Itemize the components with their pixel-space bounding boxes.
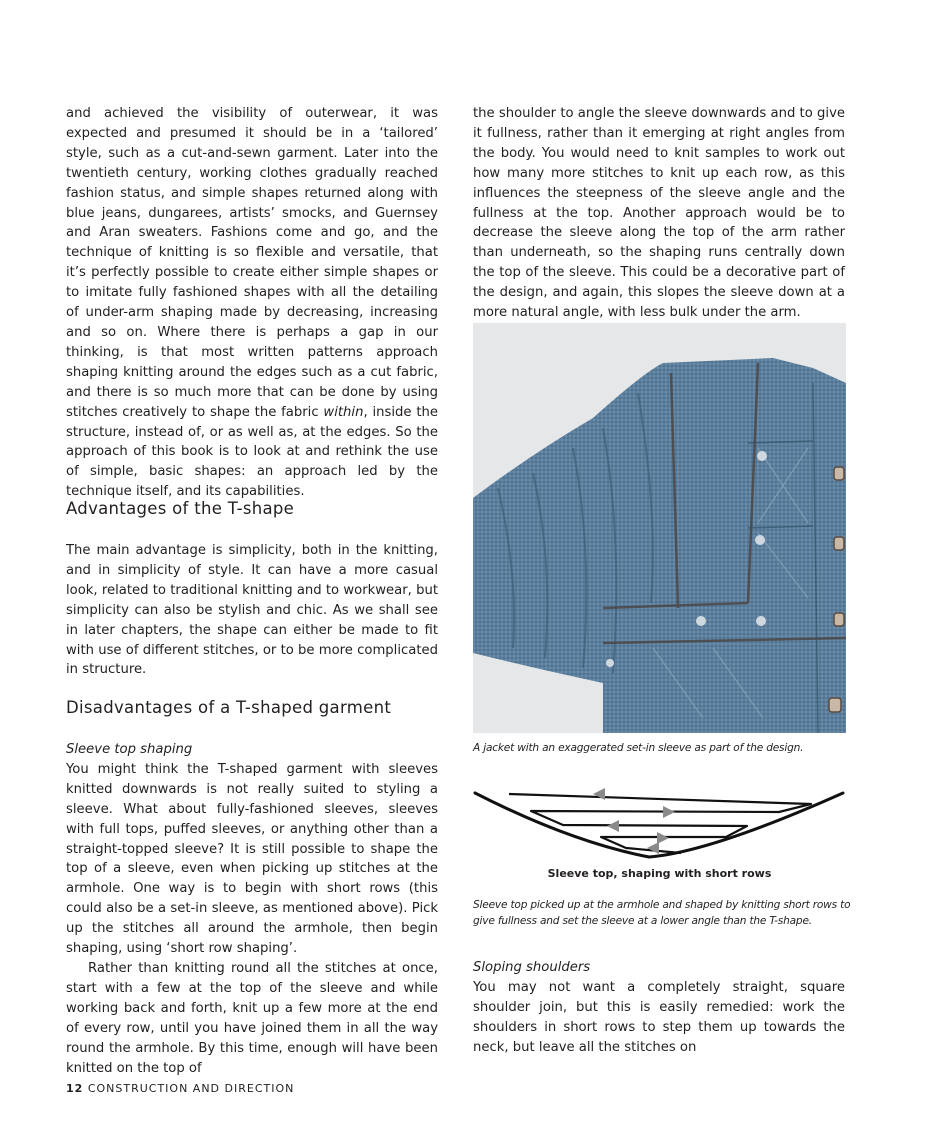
sleeve-paragraph-2: Rather than knitting round all the stitches at once, start with a few at the top of the sleeve and while working back and forth, knit up a few more at the end of every row, until you have joined them in all the way round the armhole. By this time, enough will have been knitted on the top of	[66, 960, 438, 1076]
right-column-continuation	[473, 104, 845, 323]
intro-italic-text: within	[323, 404, 364, 420]
advantages-body	[66, 541, 438, 680]
arrow-right-icon	[663, 806, 675, 818]
disadvantages-body	[66, 740, 438, 1078]
section-heading-disadvantages: Disadvantages of a T-shaped garment	[66, 698, 392, 717]
intro-text-end: , inside the structure, instead of, or as well as, at the edges. So the approach of this book is to look at and rethink the use of simple, basic shapes: an approach led by the technique itself, and its capabilities.	[66, 404, 438, 500]
diagram-label: Sleeve top, shaping with short rows	[547, 867, 772, 880]
sleeve-paragraph-1: You might think the T-shaped garment with sleeves knitted downwards is not really suited to styling a sleeve. What about fully-fashioned sleeves, sleeves with full tops, puffed sleeves, or anything other than a straight-topped sleeve? It is still possible to shape the top of a sleeve, even when picking up stitches at the armhole. One way is to begin with short rows (this could also be a set-in sleeve, as mentioned above). Pick up the stitches all around the armhole, then begin shaping, using ‘short row shaping’.	[66, 761, 438, 957]
intro-text: and achieved the visibility of outerwear, it was expected and presumed it should be in a ‘tailored’ style, such as a cut-and-sewn garment. Later into the twentieth century, working clothes gradually reached fashion status, and simple shapes returned along with blue jeans, dungarees, artists’ smocks, and Guernsey and Aran sweaters. Fashions come and go, and the technique of knitting is so flexible and versatile, that it’s perfectly possible to create either simple shapes or to imitate fully fashioned shapes with all the detailing of under-arm shaping made by decreasing, increasing and so on. Where there is perhaps a gap in our thinking, is that most written patterns approach shaping knitting around the edges such as a cut fabric, and there is so much more that can be done by using stitches creatively to shape the fabric	[66, 106, 438, 420]
page-footer	[66, 1082, 294, 1095]
arrow-left-icon	[647, 842, 659, 854]
arrow-left-icon	[593, 788, 605, 800]
arrow-left-icon	[607, 820, 619, 832]
knitted-jacket-image	[473, 323, 846, 733]
chapter-title: CONSTRUCTION AND DIRECTION	[87, 1082, 295, 1095]
sloping-shoulders-paragraph: You may not want a completely straight, square shoulder join, but this is easily remedied: work the shoulders in short rows to step them up towards the neck, but leave all the stitches on	[473, 979, 845, 1055]
intro-paragraph	[66, 104, 438, 502]
sloping-shoulders-section	[473, 958, 845, 1058]
page-number: 12	[66, 1082, 84, 1095]
photo-caption: A jacket with an exaggerated set-in sleeve as part of the design.	[473, 742, 804, 754]
subheading-sloping-shoulders: Sloping shoulders	[473, 960, 591, 975]
jacket-photo	[473, 323, 846, 733]
section-heading-advantages: Advantages of the T-shape	[66, 499, 295, 518]
left-column-intro	[66, 104, 438, 502]
advantages-paragraph: The main advantage is simplicity, both in the knitting, and in simplicity of style. It can have a more casual look, related to traditional knitting and to workwear, but simplicity can also be stylish and chic. As we shall see in later chapters, the shape can either be made to fit with use of different stitches, or to be more complicated in structure.	[66, 543, 438, 678]
short-rows-diagram	[471, 780, 851, 860]
diagram-caption: Sleeve top picked up at the armhole and shaped by knitting short rows to give fullness and set the sleeve at a lower angle than the T-shape.	[473, 899, 851, 927]
continuation-paragraph: the shoulder to angle the sleeve downwards and to give it fullness, rather than it emerging at right angles from the body. You would need to knit samples to work out how many more stitches to knit up each row, as this influences the steepness of the sleeve angle and the fullness at the top. Another approach would be to decrease the sleeve along the top of the arm rather than underneath, so the shaping runs centrally down the top of the sleeve. This could be a decorative part of the design, and again, this slopes the sleeve down at a more natural angle, with less bulk under the arm.	[473, 106, 845, 321]
subheading-sleeve-top-shaping: Sleeve top shaping	[66, 742, 193, 757]
